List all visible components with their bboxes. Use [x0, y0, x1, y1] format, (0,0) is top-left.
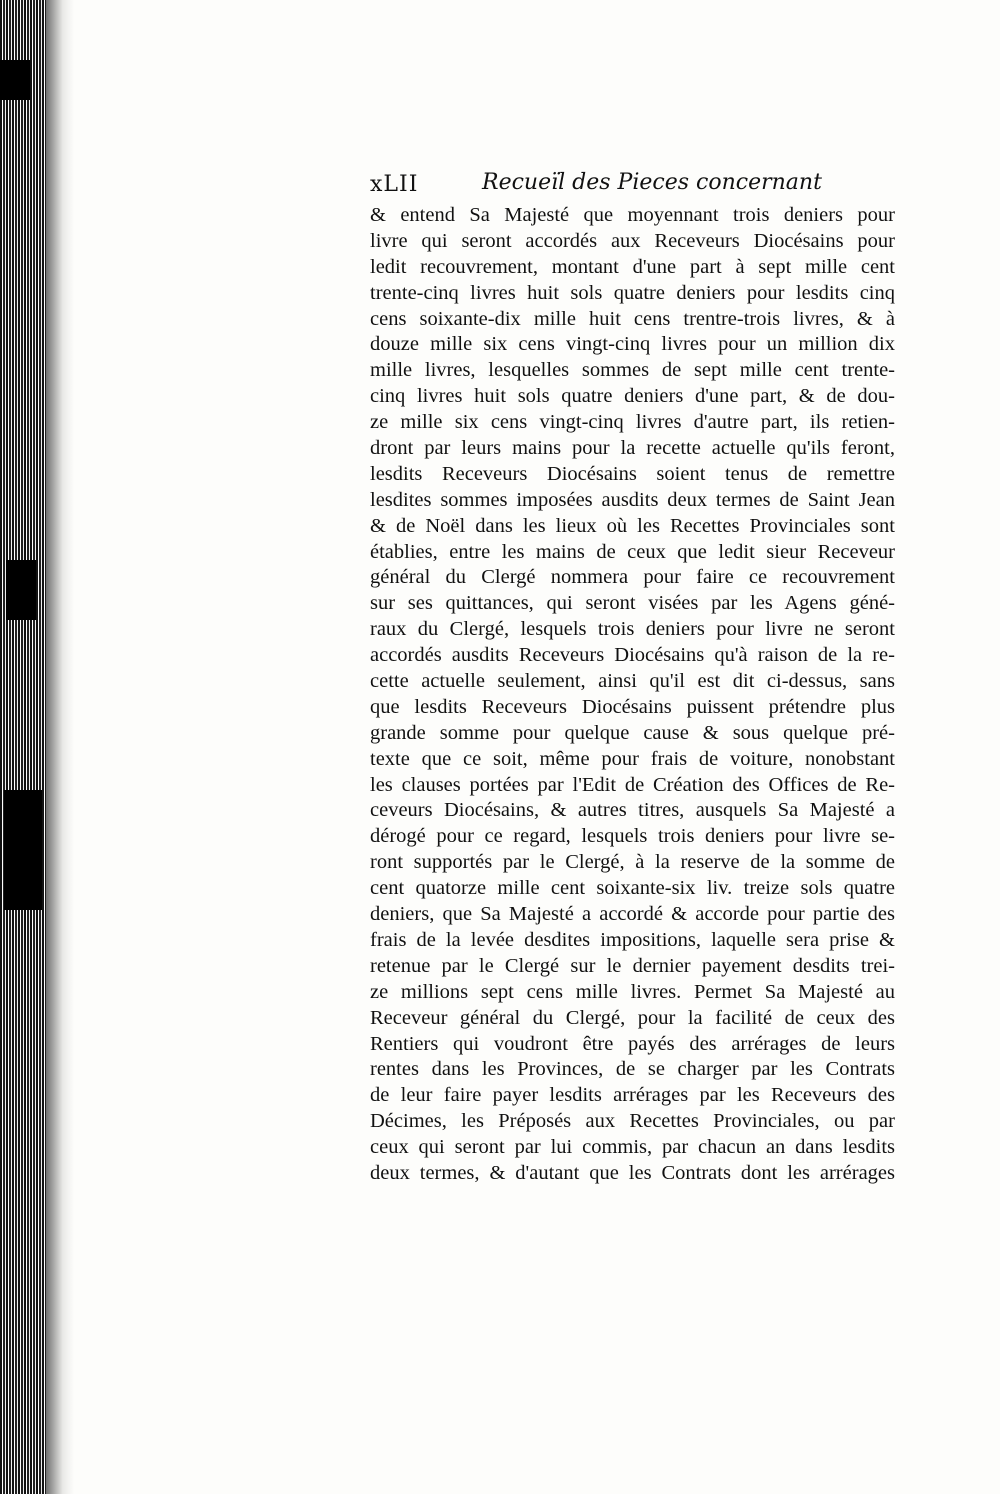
text-line: dront par leurs mains pour la recette actuelle qu'ils feront, — [370, 437, 895, 460]
text-line: frais de la levée desdites impositions, laquelle sera prise & — [370, 928, 895, 951]
text-line: lesdites sommes imposées ausdits deux termes de Saint Jean — [370, 488, 895, 511]
body-text — [370, 203, 895, 1187]
text-line: & de Noël dans les lieux où les Recettes Provinciales sont — [370, 514, 895, 537]
text-line: établies, entre les mains de ceux que ledit sieur Receveur — [370, 540, 895, 563]
text-line: retenue par le Clergé sur le dernier payement desdits trei- — [370, 954, 895, 977]
text-line: ceux qui seront par lui commis, par chacun an dans lesdits — [370, 1136, 895, 1159]
binding-shadow — [46, 0, 74, 1494]
text-line: livre qui seront accordés aux Receveurs Diocésains pour — [370, 229, 895, 252]
text-line: Receveur général du Clergé, pour la facilité de ceux des — [370, 1006, 895, 1029]
binding-dark-spot — [6, 560, 36, 620]
text-line: cens soixante-dix mille huit cens trentre-trois livres, & à — [370, 307, 895, 330]
text-line: lesdits Receveurs Diocésains soient tenus de remettre — [370, 462, 895, 485]
text-line: Décimes, les Préposés aux Recettes Provinciales, ou par — [370, 1110, 895, 1133]
text-line: texte que ce soit, même pour frais de voiture, nonobstant — [370, 747, 895, 770]
text-line: ze mille six cens vingt-cinq livres d'autre part, ils retien- — [370, 411, 895, 434]
text-line: ceveurs Diocésains, & autres titres, ausquels Sa Majesté a — [370, 799, 895, 822]
text-line: grande somme pour quelque cause & sous quelque pré- — [370, 721, 895, 744]
text-line: rentes dans les Provinces, de se charger par les Contrats — [370, 1058, 895, 1081]
text-line: dérogé pour ce regard, lesquels trois deniers pour livre se- — [370, 825, 895, 848]
binding-dark-spot — [4, 790, 42, 910]
page-number: xLII — [370, 172, 419, 197]
binding-dark-spot — [0, 60, 30, 100]
text-line: ront supportés par le Clergé, à la reserve de la somme de — [370, 851, 895, 874]
text-line: ze millions sept cens mille livres. Permet Sa Majesté au — [370, 980, 895, 1003]
text-line: mille livres, lesquelles sommes de sept mille cent trente- — [370, 359, 895, 382]
text-line: & entend Sa Majesté que moyennant trois deniers pour — [370, 204, 895, 226]
page-header — [370, 170, 895, 202]
text-line: deux termes, & d'autant que les Contrats dont les arrérages — [370, 1161, 895, 1184]
text-line: cette actuelle seulement, ainsi qu'il est dit ci-dessus, sans — [370, 670, 895, 693]
text-line: de leur faire payer lesdits arrérages par les Receveurs des — [370, 1084, 895, 1107]
text-line: raux du Clergé, lesquels trois deniers pour livre ne seront — [370, 618, 895, 641]
running-title: Recueïl des Pieces concernant — [482, 170, 822, 195]
text-line: que lesdits Receveurs Diocésains puissent prétendre plus — [370, 695, 895, 718]
text-line: Rentiers qui voudront être payés des arrérages de leurs — [370, 1032, 895, 1055]
text-line: trente-cinq livres huit sols quatre deniers pour lesdits cinq — [370, 281, 895, 304]
text-line: ledit recouvrement, montant d'une part à sept mille cent — [370, 255, 895, 278]
text-line: cinq livres huit sols quatre deniers d'une part, & de dou- — [370, 385, 895, 408]
text-line: les clauses portées par l'Edit de Création des Offices de Re- — [370, 773, 895, 796]
text-line: cent quatorze mille cent soixante-six liv. treize sols quatre — [370, 877, 895, 900]
text-line: accordés ausdits Receveurs Diocésains qu'à raison de la re- — [370, 644, 895, 667]
page-binding-edge — [0, 0, 46, 1494]
text-line: général du Clergé nommera pour faire ce recouvrement — [370, 566, 895, 589]
text-line: deniers, que Sa Majesté a accordé & accorde pour partie des — [370, 903, 895, 926]
text-line: sur ses quittances, qui seront visées par les Agens géné- — [370, 592, 895, 615]
text-line: douze mille six cens vingt-cinq livres pour un million dix — [370, 333, 895, 356]
